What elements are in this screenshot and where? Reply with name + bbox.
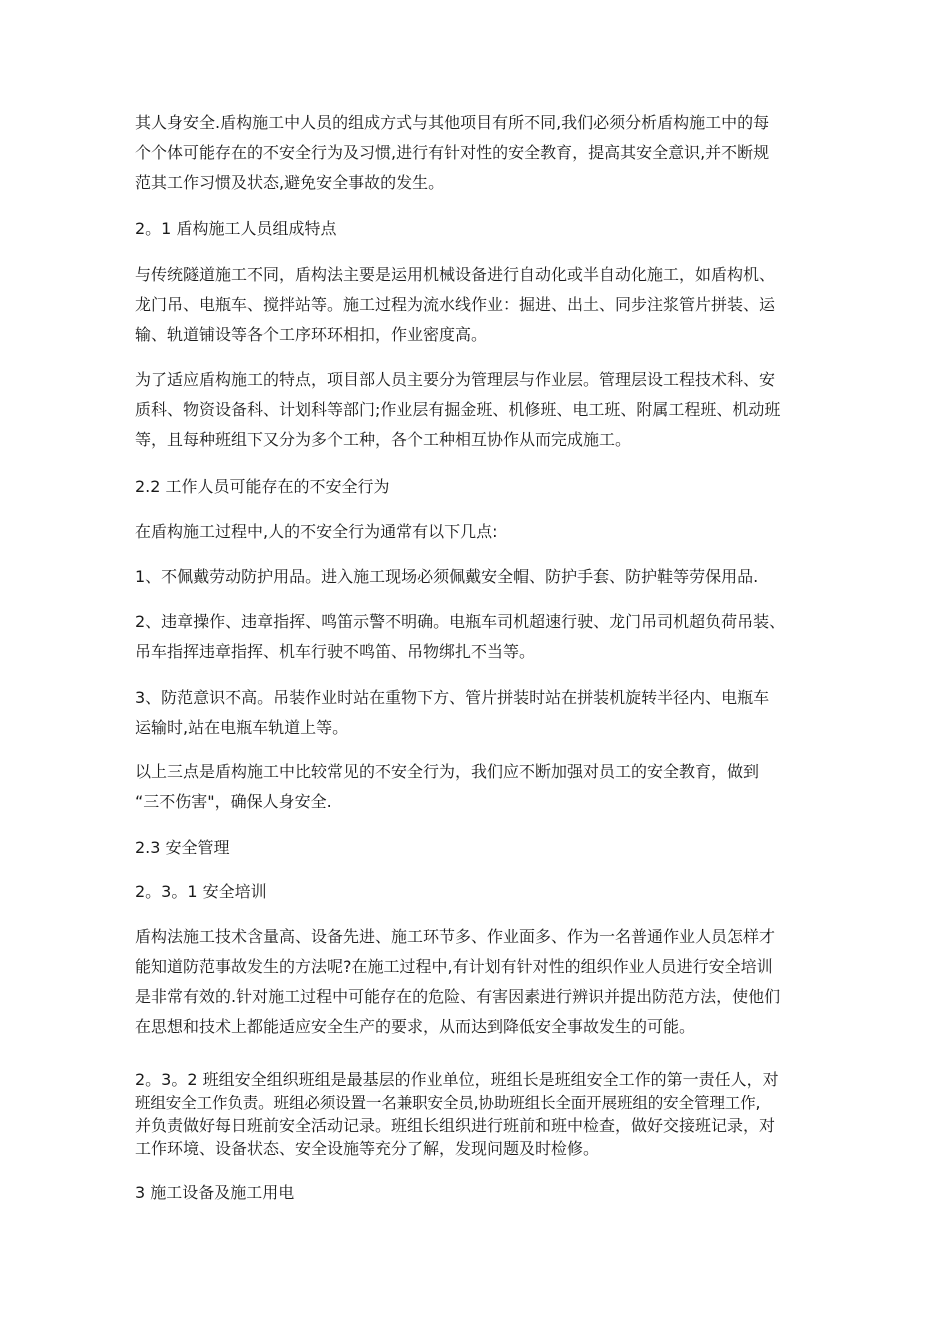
text-line-item-2-2: 吊车指挥违章指挥、机车行驶不鸣笛、吊物绑扎不当等。 <box>135 642 536 661</box>
text-line-item-3-1: 3、防范意识不高。吊装作业时站在重物下方、管片拼装时站在拼装机旋转半径内、电瓶车 <box>135 688 770 707</box>
text-line-p-2-3-2-3: 并负责做好每日班前安全活动记录。班组长组织进行班前和班中检查，做好交接班记录，对 <box>135 1116 776 1135</box>
text-line-p-2-3-1-2: 能知道防范事故发生的方法呢?在施工过程中,有计划有针对性的组织作业人员进行安全培训 <box>135 957 773 976</box>
text-line-p-2-1-a-3: 输、轨道铺设等各个工序环环相扣，作业密度高。 <box>135 325 488 344</box>
text-line-p-2-2-a-1: 在盾构施工过程中,人的不安全行为通常有以下几点: <box>135 522 498 541</box>
text-line-p-2-3-1-4: 在思想和技术上都能适应安全生产的要求，从而达到降低安全事故发生的可能。 <box>135 1017 696 1036</box>
text-line-p-2-1-b-3: 等，且每种班组下又分为多个工种，各个工种相互协作从而完成施工。 <box>135 430 632 449</box>
text-line-intro-3: 范其工作习惯及状态,避免安全事故的发生。 <box>135 173 445 192</box>
section-heading-heading-2-2-1: 2.2 工作人员可能存在的不安全行为 <box>135 477 390 496</box>
text-line-p-2-2-b-2: “三不伤害"，确保人身安全. <box>135 792 332 811</box>
text-line-p-2-3-2-2: 班组安全工作负责。班组必须设置一名兼职安全员,协助班组长全面开展班组的安全管理工作, <box>135 1094 761 1112</box>
text-line-intro-1: 其人身安全.盾构施工中人员的组成方式与其他项目有所不同,我们必须分析盾构施工中的每 <box>135 113 770 132</box>
text-line-p-2-1-b-2: 质科、物资设备科、计划科等部门;作业层有掘金班、机修班、电工班、附属工程班、机动班 <box>135 400 781 419</box>
section-heading-heading-2-1-1: 2。1 盾构施工人员组成特点 <box>135 219 337 238</box>
text-line-p-2-1-b-1: 为了适应盾构施工的特点，项目部人员主要分为管理层与作业层。管理层设工程技术科、安 <box>135 370 776 389</box>
text-line-p-2-3-1-1: 盾构法施工技术含量高、设备先进、施工环节多、作业面多、作为一名普通作业人员怎样才 <box>135 927 776 946</box>
text-line-p-2-1-a-2: 龙门吊、电瓶车、搅拌站等。施工过程为流水线作业：掘进、出土、同步注浆管片拼装、运 <box>135 295 776 314</box>
section-heading-heading-3-1: 3 施工设备及施工用电 <box>135 1183 295 1202</box>
text-line-item-3-2: 运输时,站在电瓶车轨道上等。 <box>135 718 349 737</box>
text-line-p-2-2-b-1: 以上三点是盾构施工中比较常见的不安全行为，我们应不断加强对员工的安全教育，做到 <box>135 762 760 781</box>
text-line-p-2-1-a-1: 与传统隧道施工不同，盾构法主要是运用机械设备进行自动化或半自动化施工，如盾构机、 <box>135 265 776 284</box>
text-line-intro-2: 个个体可能存在的不安全行为及习惯,进行有针对性的安全教育，提高其安全意识,并不断规 <box>135 143 770 162</box>
text-line-item-1-1: 1、不佩戴劳动防护用品。进入施工现场必须佩戴安全帽、防护手套、防护鞋等劳保用品. <box>135 567 759 586</box>
text-line-p-2-3-2-4: 工作环境、设备状态、安全设施等充分了解，发现问题及时检修。 <box>135 1139 600 1158</box>
text-line-item-2-1: 2、违章操作、违章指挥、鸣笛示警不明确。电瓶车司机超速行驶、龙门吊司机超负荷吊装、 <box>135 612 786 631</box>
section-heading-heading-2-3-1-1: 2。3。1 安全培训 <box>135 882 267 901</box>
text-line-p-2-3-1-3: 是非常有效的.针对施工过程中可能存在的危险、有害因素进行辨识并提出防范方法，使他们 <box>135 987 781 1006</box>
section-heading-heading-2-3-1: 2.3 安全管理 <box>135 838 230 857</box>
text-line-p-2-3-2-1: 2。3。2 班组安全组织班组是最基层的作业单位，班组长是班组安全工作的第一责任人，对 <box>135 1070 779 1089</box>
